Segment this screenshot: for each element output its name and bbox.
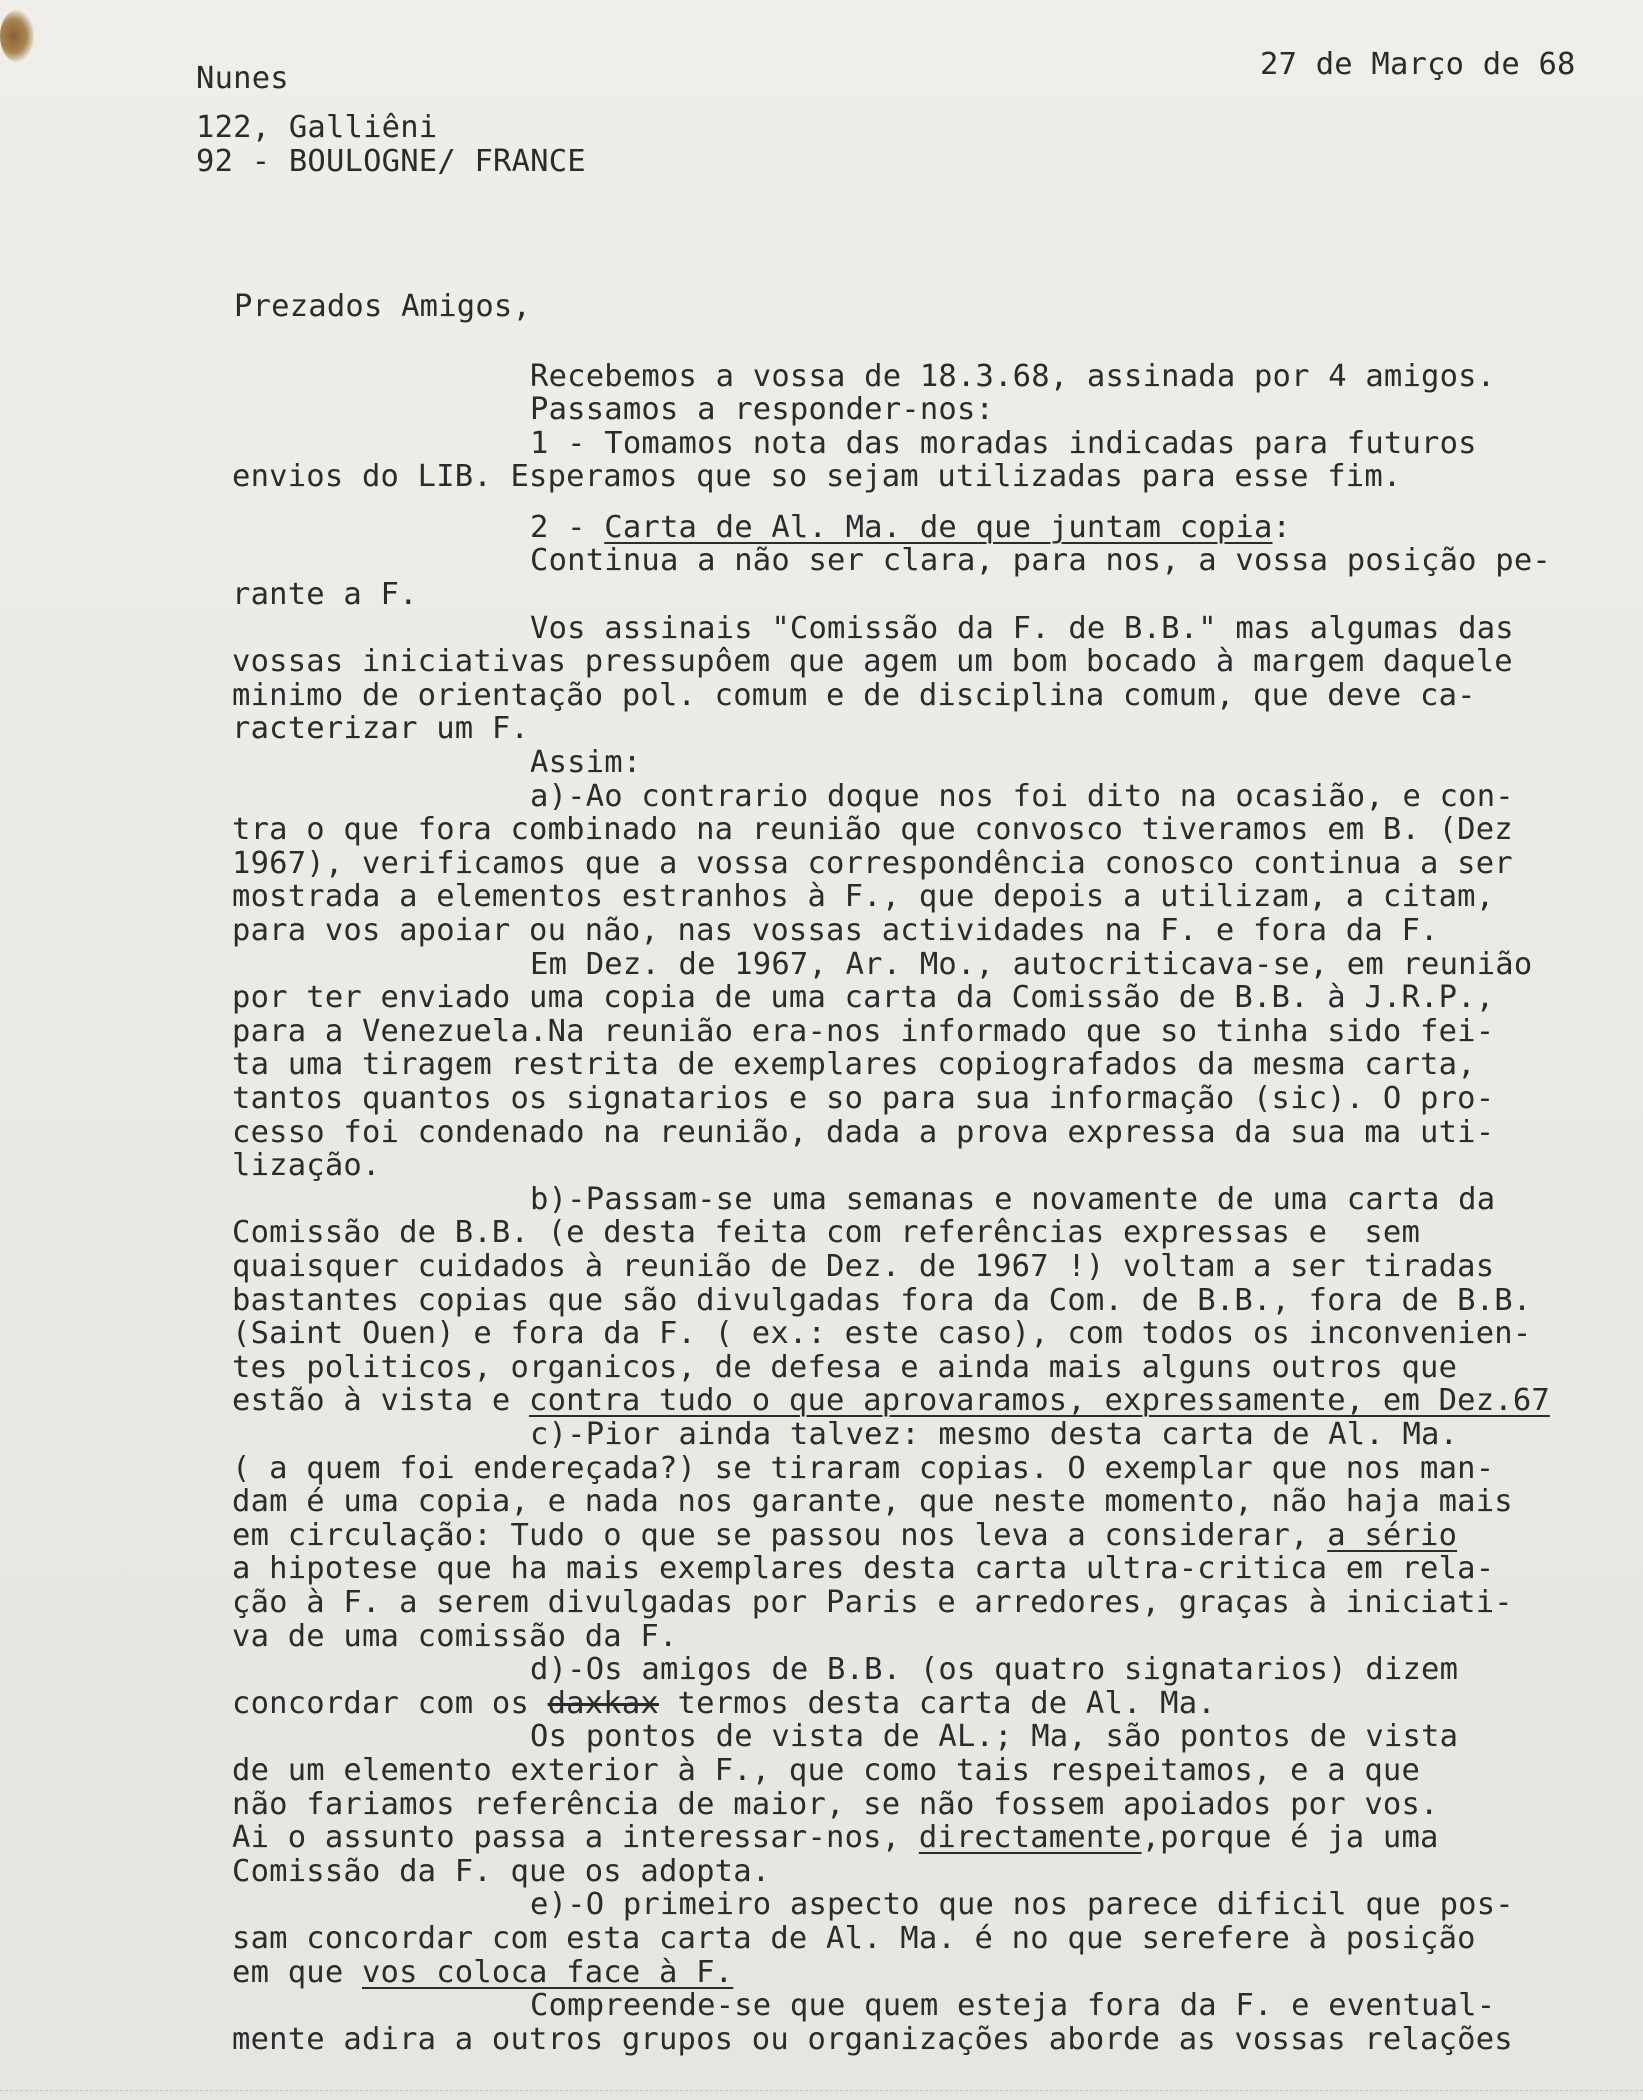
body-line: Recebemos a vossa de 18.3.68, assinada por 4 amigos. <box>530 359 1496 394</box>
body-line <box>232 1955 734 1990</box>
body-line: cesso foi condenado na reunião, dada a prova expressa da sua ma uti- <box>232 1115 1495 1150</box>
body-text: em circulação: Tudo o que se passou nos leva a considerar, <box>232 1518 1328 1553</box>
body-text: : <box>1272 510 1292 545</box>
body-line <box>232 1518 1458 1553</box>
body-line: sam concordar com esta carta de Al. Ma. é no que serefere à posição <box>232 1921 1476 1956</box>
body-text: estão à vista e <box>232 1383 530 1418</box>
body-line: a hipotese que ha mais exemplares desta carta ultra-critica em rela- <box>232 1551 1495 1586</box>
body-line: bastantes copias que são divulgadas fora da Com. de B.B., fora de B.B. <box>232 1283 1532 1318</box>
underlined-text: directamente <box>918 1820 1142 1855</box>
item-number: 2 - <box>530 510 605 545</box>
body-line: ta uma tiragem restrita de exemplares copiografados da mesma carta, <box>232 1047 1476 1082</box>
body-line: quaisquer cuidados à reunião de Dez. de 1967 !) voltam a ser tiradas <box>232 1249 1495 1284</box>
body-line: b)-Passam-se uma semanas e novamente de uma carta da <box>530 1182 1496 1217</box>
body-line: tes politicos, organicos, de defesa e ainda mais alguns outros que <box>232 1350 1458 1385</box>
body-line: Assim: <box>530 745 642 780</box>
letter-date: 27 de Março de 68 <box>1260 47 1576 82</box>
body-text: Ai o assunto passa a interessar-nos, <box>232 1820 919 1855</box>
body-line <box>530 510 1292 545</box>
paper-stain <box>0 10 34 62</box>
body-line: tra o que fora combinado na reunião que convosco tiveramos em B. (Dez <box>232 812 1513 847</box>
body-text: concordar com os <box>232 1686 548 1721</box>
body-line: para a Venezuela.Na reunião era-nos informado que so tinha sido fei- <box>232 1014 1495 1049</box>
body-line: e)-O primeiro aspecto que nos parece dificil que pos- <box>530 1887 1514 1922</box>
body-line: Os pontos de vista de AL.; Ma, são pontos de vista <box>530 1719 1459 1754</box>
body-line: não fariamos referência de maior, se não fossem apoiados por vos. <box>232 1787 1439 1822</box>
body-line: dam é uma copia, e nada nos garante, que neste momento, não haja mais <box>232 1484 1513 1519</box>
body-line: ( a quem foi endereçada?) se tiraram copias. O exemplar que nos man- <box>232 1451 1495 1486</box>
body-line: a)-Ao contrario doque nos foi dito na ocasião, e con- <box>530 779 1514 814</box>
body-line: d)-Os amigos de B.B. (os quatro signatarios) dizem <box>530 1652 1459 1687</box>
underlined-text: vos coloca face à F. <box>361 1955 734 1990</box>
body-line <box>232 1820 1439 1855</box>
body-line: minimo de orientação pol. comum e de disciplina comum, que deve ca- <box>232 678 1476 713</box>
body-line: Em Dez. de 1967, Ar. Mo., autocriticava-se, em reunião <box>530 947 1533 982</box>
body-line: Vos assinais "Comissão da F. de B.B." mas algumas das <box>530 611 1514 646</box>
body-line: mostrada a elementos estranhos à F., que depois a utilizam, a citam, <box>232 879 1495 914</box>
sender-address-line-2: 92 - BOULOGNE/ FRANCE <box>196 144 586 179</box>
body-line: rante a F. <box>232 577 418 612</box>
sender-address-line-1: 122, Galliêni <box>196 110 438 145</box>
struck-out-text: daxkax <box>547 1686 659 1721</box>
body-line: 1967), verificamos que a vossa correspondência conosco continua a ser <box>232 846 1513 881</box>
body-line: mente adira a outros grupos ou organizações aborde as vossas relações <box>232 2022 1513 2057</box>
body-text: em que <box>232 1955 362 1990</box>
body-line: Passamos a responder-nos: <box>530 392 995 427</box>
body-line: tantos quantos os signatarios e so para sua informação (sic). O pro- <box>232 1081 1495 1116</box>
body-line <box>232 1686 1216 1721</box>
body-line: Comissão da F. que os adopta. <box>232 1854 771 1889</box>
body-line: Compreende-se que quem esteja fora da F. e eventual- <box>530 1988 1496 2023</box>
underlined-text: a sério <box>1327 1518 1458 1553</box>
body-text: ,porque é ja uma <box>1141 1820 1439 1855</box>
body-line: va de uma comissão da F. <box>232 1619 678 1654</box>
underlined-text: Carta de Al. Ma. de que juntam copia <box>604 510 1273 545</box>
salutation: Prezados Amigos, <box>234 289 532 324</box>
underlined-text: contra tudo o que aprovaramos, expressamente, em Dez.67 <box>529 1383 1550 1418</box>
body-line: Continua a não ser clara, para nos, a vossa posição pe- <box>530 543 1551 578</box>
body-text: termos desta carta de Al. Ma. <box>658 1686 1216 1721</box>
body-line: c)-Pior ainda talvez: mesmo desta carta de Al. Ma. <box>530 1417 1459 1452</box>
body-line: envios do LIB. Esperamos que so sejam utilizadas para esse fim. <box>232 459 1402 494</box>
body-line: vossas iniciativas pressupôem que agem um bom bocado à margem daquele <box>232 644 1513 679</box>
body-line: ção à F. a serem divulgadas por Paris e arredores, graças à iniciati- <box>232 1585 1513 1620</box>
body-line: Comissão de B.B. (e desta feita com referências expressas e sem <box>232 1215 1421 1250</box>
body-line: racterizar um F. <box>232 711 530 746</box>
body-line: (Saint Ouen) e fora da F. ( ex.: este caso), com todos os inconvenien- <box>232 1316 1532 1351</box>
body-line <box>232 1383 1550 1418</box>
body-line: por ter enviado uma copia de uma carta da Comissão de B.B. à J.R.P., <box>232 980 1495 1015</box>
body-line: 1 - Tomamos nota das moradas indicadas para futuros <box>530 426 1477 461</box>
sender-name: Nunes <box>196 61 289 96</box>
page-edge-rule <box>0 2090 1643 2092</box>
body-line: para vos apoiar ou não, nas vossas actividades na F. e fora da F. <box>232 913 1439 948</box>
body-line: lização. <box>232 1148 381 1183</box>
body-line: de um elemento exterior à F., que como tais respeitamos, e a que <box>232 1753 1421 1788</box>
